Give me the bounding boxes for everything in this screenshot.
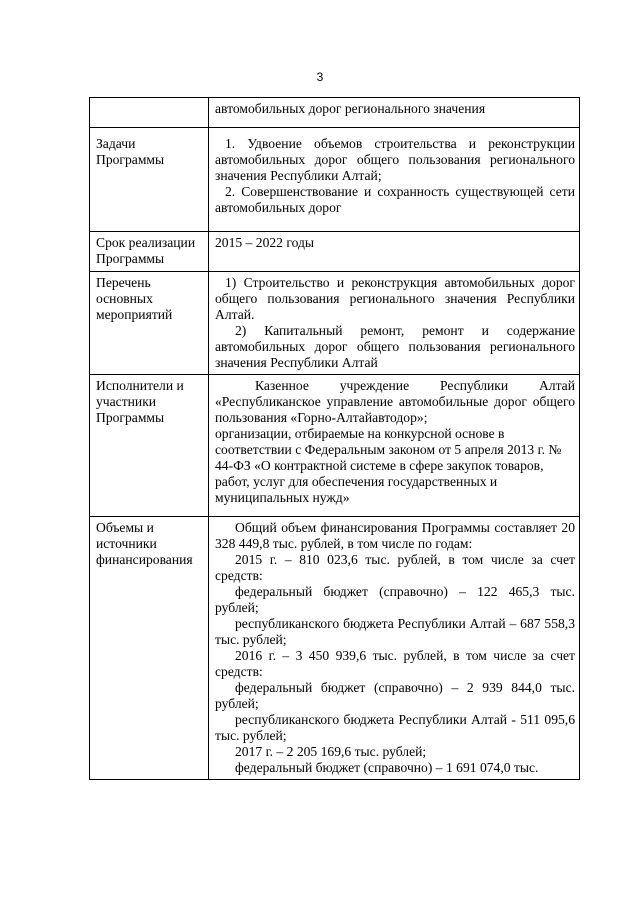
- row-content: [209, 517, 580, 780]
- row-label: Перечень основных мероприятий: [90, 272, 209, 375]
- row-label: Объемы и источники финансирования: [90, 517, 209, 780]
- content-line: 2. Совершенствование и сохранность существующей сети автомобильных дорог: [215, 184, 575, 215]
- content-line: республиканского бюджета Республики Алтай – 687 558,3 тыс. рублей;: [215, 616, 575, 647]
- content-line: федеральный бюджет (справочно) – 2 939 844,0 тыс. рублей;: [215, 680, 575, 711]
- table-row-activities: [90, 272, 580, 375]
- row-label: [90, 98, 209, 128]
- row-label: Задачи Программы: [90, 128, 209, 232]
- row-content: [209, 375, 580, 517]
- table-row-continuation: [90, 98, 580, 128]
- row-content: [209, 128, 580, 232]
- row-label: Срок реализации Программы: [90, 232, 209, 272]
- content-line: Общий объем финансирования Программы составляет 20 328 449,8 тыс. рублей, в том числе по годам:: [215, 520, 575, 551]
- content-line: организации, отбираемые на конкурсной основе в соответствии с Федеральным законом от 5 апреля 2013 г. № 44-ФЗ «О контрактной системе в сфере закупок товаров, работ, услуг для обеспечения государственных и муниципальных нужд»: [215, 426, 562, 505]
- content-line: республиканского бюджета Республики Алтай - 511 095,6 тыс. рублей;: [215, 712, 575, 743]
- table-row-term: [90, 232, 580, 272]
- content-line: 2015 – 2022 годы: [215, 235, 315, 250]
- row-content: [209, 232, 580, 272]
- row-content: [209, 272, 580, 375]
- content-line: Казенное учреждение Республики Алтай «Республиканское управление автомобильные дорог общего пользования «Горно-Алтайавтодор»;: [215, 378, 575, 425]
- table-row-executors: [90, 375, 580, 517]
- content-line: федеральный бюджет (справочно) – 1 691 074,0 тыс.: [235, 760, 539, 775]
- content-line: автомобильных дорог регионального значения: [215, 101, 486, 116]
- content-line: 1) Строительство и реконструкция автомобильных дорог общего пользования регионального значения Республики Алтай.: [215, 275, 575, 322]
- content-line: 2) Капитальный ремонт, ремонт и содержание автомобильных дорог общего пользования регионального значения Республики Алтай: [215, 323, 575, 370]
- content-line: федеральный бюджет (справочно) – 122 465,3 тыс. рублей;: [215, 584, 575, 615]
- row-label: Исполнители и участники Программы: [90, 375, 209, 517]
- content-line: 2016 г. – 3 450 939,6 тыс. рублей, в том числе за счет средств:: [215, 648, 575, 679]
- content-line: 2017 г. – 2 205 169,6 тыс. рублей;: [235, 744, 427, 759]
- row-content: [209, 98, 580, 128]
- table-row-financing: [90, 517, 580, 780]
- content-line: 2015 г. – 810 023,6 тыс. рублей, в том числе за счет средств:: [215, 552, 575, 583]
- program-passport-table: [89, 97, 580, 780]
- page-number: 3: [316, 70, 324, 84]
- table-row-tasks: [90, 128, 580, 232]
- content-line: 1. Удвоение объемов строительства и реконструкции автомобильных дорог общего пользования регионального значения Республики Алтай;: [215, 136, 575, 183]
